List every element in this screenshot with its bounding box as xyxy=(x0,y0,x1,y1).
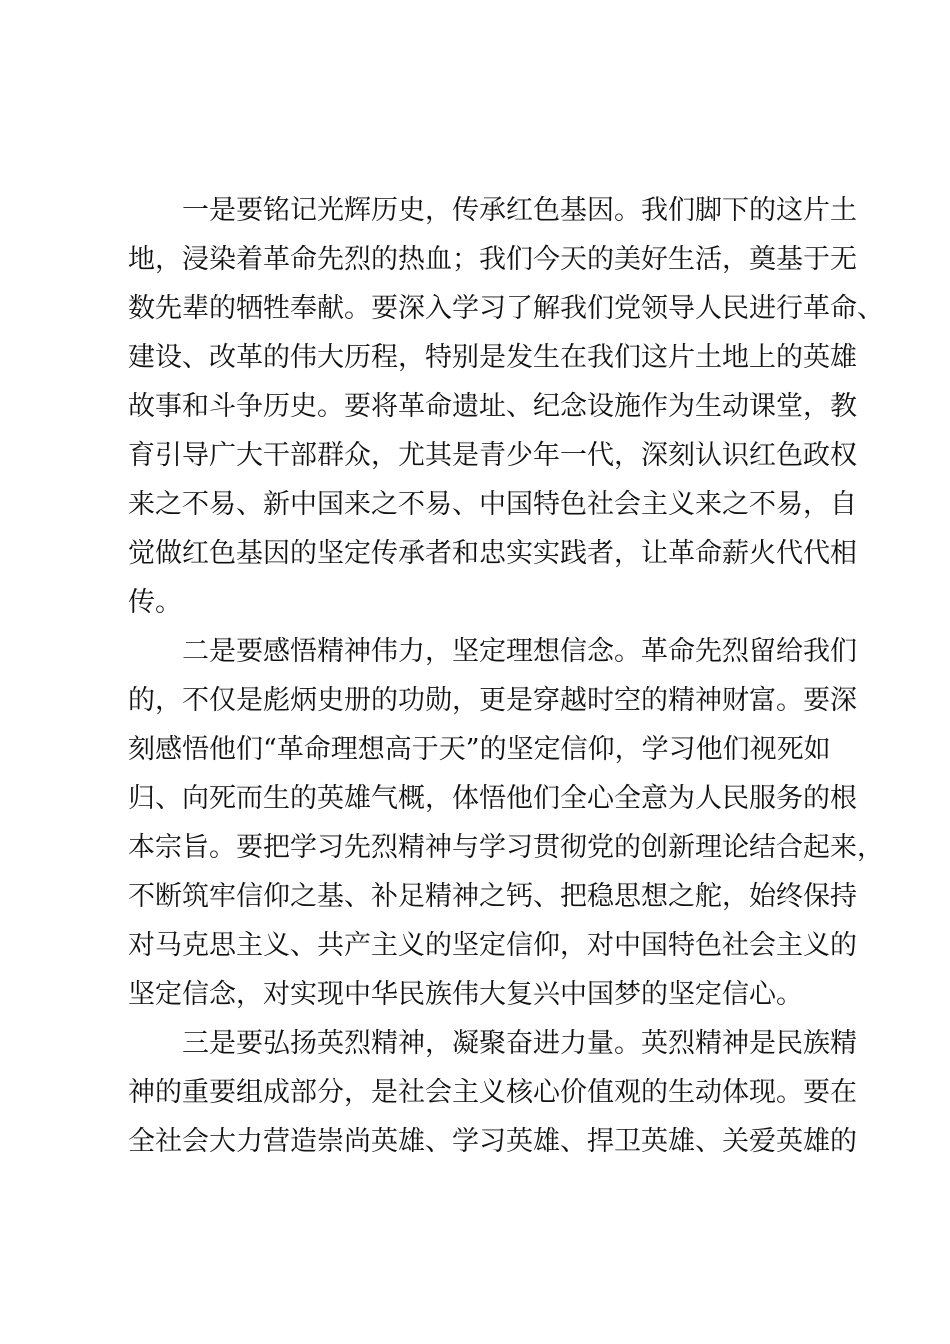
text-line: 坚定信念，对实现中华民族伟大复兴中国梦的坚定信心。 xyxy=(128,979,803,1010)
text-line: 归、向死而生的英雄气概，体悟他们全心全意为人民服务的根 xyxy=(128,783,857,814)
text-line: 传。 xyxy=(128,587,182,618)
text-line: 三是要弘扬英烈精神，凝聚奋进力量。英烈精神是民族精 xyxy=(182,1028,857,1059)
text-line: 故事和斗争历史。要将革命遗址、纪念设施作为生动课堂，教 xyxy=(128,391,857,422)
text-line: 对马克思主义、共产主义的坚定信仰，对中国特色社会主义的 xyxy=(128,930,857,961)
paragraph-1 xyxy=(128,186,884,627)
text-line: 本宗旨。要把学习先烈精神与学习贯彻党的创新理论结合起来， xyxy=(128,832,884,863)
text-line: 数先辈的牺牲奉献。要深入学习了解我们党领导人民进行革命、 xyxy=(128,293,884,324)
text-line: 建设、改革的伟大历程，特别是发生在我们这片土地上的英雄 xyxy=(128,342,857,373)
text-line: 地，浸染着革命先烈的热血；我们今天的美好生活，奠基于无 xyxy=(128,244,857,275)
text-line: 育引导广大干部群众，尤其是青少年一代，深刻认识红色政权 xyxy=(128,440,857,471)
text-line: 觉做红色基因的坚定传承者和忠实实践者，让革命薪火代代相 xyxy=(128,538,857,569)
paragraph-3 xyxy=(128,1019,857,1166)
text-line: 全社会大力营造崇尚英雄、学习英雄、捍卫英雄、关爱英雄的 xyxy=(128,1126,857,1157)
text-line: 来之不易、新中国来之不易、中国特色社会主义来之不易，自 xyxy=(128,489,857,520)
text-line: 一是要铭记光辉历史，传承红色基因。我们脚下的这片土 xyxy=(182,195,857,226)
text-line: 不断筑牢信仰之基、补足精神之钙、把稳思想之舵，始终保持 xyxy=(128,881,857,912)
text-line: 二是要感悟精神伟力，坚定理想信念。革命先烈留给我们 xyxy=(182,636,857,667)
text-line: 刻感悟他们“革命理想高于天”的坚定信仰，学习他们视死如 xyxy=(128,734,831,765)
document-body xyxy=(128,186,884,1166)
text-line: 神的重要组成部分，是社会主义核心价值观的生动体现。要在 xyxy=(128,1077,857,1108)
text-line: 的，不仅是彪炳史册的功勋，更是穿越时空的精神财富。要深 xyxy=(128,685,857,716)
paragraph-2 xyxy=(128,627,884,1019)
